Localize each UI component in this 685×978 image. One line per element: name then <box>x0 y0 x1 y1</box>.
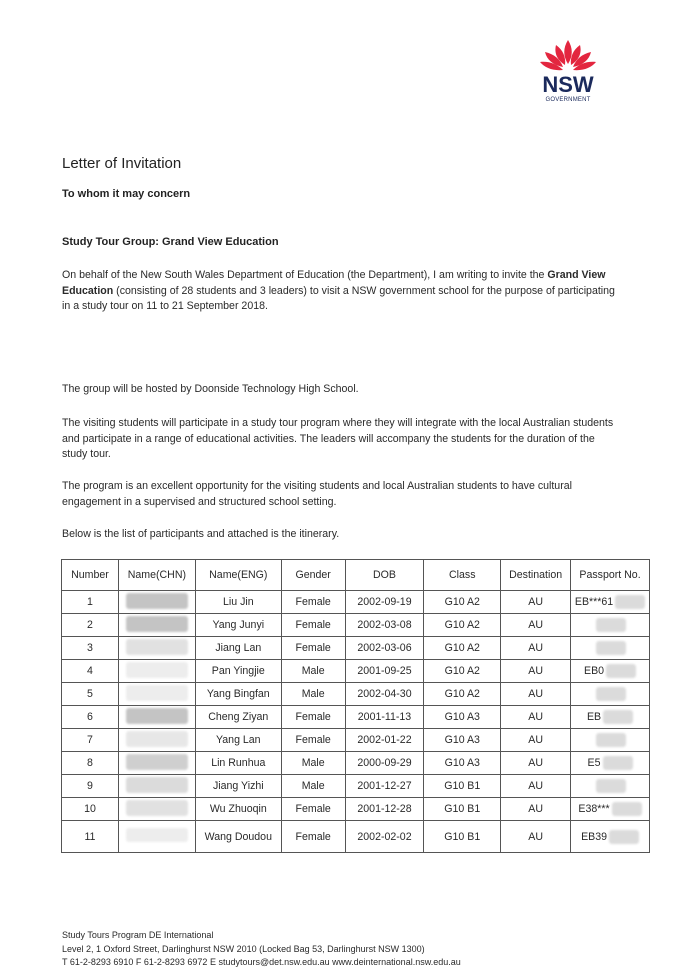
header-passport: Passport No. <box>571 560 650 591</box>
cell-text: G10 A2 <box>444 688 480 700</box>
cell-class <box>424 706 501 729</box>
cell-text: AU <box>528 830 543 843</box>
table-row <box>62 683 650 706</box>
cell-text: Lin Runhua <box>211 757 266 769</box>
cell-text: Female <box>295 734 331 746</box>
cell-passport <box>571 660 650 683</box>
cell-gender <box>281 591 345 614</box>
cell-name-chn <box>118 637 195 660</box>
footer-program: Study Tours Program DE International <box>62 930 214 940</box>
cell-text: Female <box>295 830 331 843</box>
cell-text: Jiang Lan <box>215 642 262 654</box>
cell-passport <box>571 798 650 821</box>
redacted-block <box>126 731 188 747</box>
cell-destination <box>501 798 571 821</box>
cell-text: Female <box>295 642 331 654</box>
paragraph-opportunity: The program is an excellent opportunity for the visiting students and local Australian students to have cultural engagement in a supervised and structured school setting. <box>62 480 572 508</box>
cell-text: AU <box>528 642 543 654</box>
redacted-block <box>603 710 633 724</box>
cell-text: 4 <box>87 665 93 677</box>
table-row <box>62 614 650 637</box>
cell-number <box>62 591 119 614</box>
cell-gender <box>281 706 345 729</box>
cell-name-eng <box>195 729 281 752</box>
cell-text: Male <box>301 688 325 700</box>
cell-passport <box>571 706 650 729</box>
header-name-chn: Name(CHN) <box>118 560 195 591</box>
cell-text: 9 <box>87 780 93 792</box>
cell-class <box>424 798 501 821</box>
cell-name-eng <box>195 591 281 614</box>
cell-text: E5 <box>587 756 601 769</box>
cell-text: Male <box>301 757 325 769</box>
table-row <box>62 637 650 660</box>
cell-class <box>424 614 501 637</box>
cell-text: G10 B1 <box>444 830 481 843</box>
cell-destination <box>501 706 571 729</box>
cell-name-chn <box>118 614 195 637</box>
cell-text: AU <box>528 757 543 769</box>
cell-name-chn <box>118 683 195 706</box>
cell-name-chn <box>118 752 195 775</box>
cell-text: Female <box>295 803 331 815</box>
cell-name-eng <box>195 706 281 729</box>
cell-passport <box>571 821 650 853</box>
cell-destination <box>501 683 571 706</box>
cell-text: 11 <box>84 830 96 843</box>
footer <box>62 929 461 970</box>
cell-class <box>424 821 501 853</box>
cell-text: 2002-04-30 <box>357 688 412 700</box>
cell-text: Yang Bingfan <box>206 688 270 700</box>
cell-name-chn <box>118 775 195 798</box>
cell-gender <box>281 614 345 637</box>
logo-government-text: GOVERNMENT <box>545 97 591 103</box>
cell-number <box>62 775 119 798</box>
cell-text: 2002-01-22 <box>357 734 412 746</box>
header-name-eng: Name(ENG) <box>195 560 281 591</box>
redacted-block <box>126 828 188 842</box>
redacted-block <box>126 593 188 609</box>
cell-name-eng <box>195 752 281 775</box>
nsw-government-logo <box>536 38 600 108</box>
cell-number <box>62 706 119 729</box>
redacted-block <box>596 687 626 701</box>
cell-dob <box>345 706 424 729</box>
redacted-block <box>126 639 188 655</box>
paragraph-invitation-start: On behalf of the New South Wales Department of Education (the Department), I am writing to invite the <box>62 269 548 281</box>
cell-text: Wu Zhuoqin <box>209 803 267 815</box>
cell-text: EB <box>586 710 602 723</box>
cell-gender <box>281 775 345 798</box>
cell-text: 2001-11-13 <box>357 711 412 723</box>
cell-destination <box>501 752 571 775</box>
cell-passport <box>571 775 650 798</box>
cell-destination <box>501 637 571 660</box>
cell-name-eng <box>195 798 281 821</box>
redacted-block <box>596 779 626 793</box>
cell-text: 2002-03-06 <box>357 642 412 654</box>
cell-gender <box>281 683 345 706</box>
footer-address: Level 2, 1 Oxford Street, Darlinghurst NSW 2010 (Locked Bag 53, Darlinghurst NSW 1300) <box>62 943 425 954</box>
cell-text: AU <box>528 665 543 677</box>
cell-text: 2002-03-08 <box>357 619 412 631</box>
redacted-block <box>603 756 633 770</box>
cell-gender <box>281 660 345 683</box>
redacted-block <box>609 830 639 844</box>
cell-gender <box>281 752 345 775</box>
cell-text: AU <box>528 619 543 631</box>
cell-text: 10 <box>84 803 96 815</box>
cell-text: G10 B1 <box>444 803 481 815</box>
cell-dob <box>345 591 424 614</box>
cell-gender <box>281 798 345 821</box>
cell-destination <box>501 591 571 614</box>
study-tour-group: Study Tour Group: Grand View Education <box>62 236 279 248</box>
cell-dob <box>345 775 424 798</box>
cell-text: 7 <box>87 734 93 746</box>
cell-class <box>424 660 501 683</box>
cell-text: G10 A3 <box>444 734 480 746</box>
cell-number <box>62 729 119 752</box>
cell-text: Yang Lan <box>216 734 261 746</box>
letter-title: Letter of Invitation <box>62 155 182 172</box>
cell-text: G10 A2 <box>444 619 480 631</box>
cell-text: AU <box>528 596 543 608</box>
cell-number <box>62 821 119 853</box>
table-header-row <box>62 560 650 591</box>
cell-name-eng <box>195 821 281 853</box>
cell-dob <box>345 729 424 752</box>
cell-text: AU <box>528 688 543 700</box>
redacted-block <box>596 618 626 632</box>
cell-passport <box>571 752 650 775</box>
cell-name-eng <box>195 775 281 798</box>
salutation: To whom it may concern <box>62 188 191 200</box>
cell-passport <box>571 683 650 706</box>
redacted-block <box>126 754 188 770</box>
cell-passport <box>571 729 650 752</box>
cell-text: G10 A2 <box>444 596 480 608</box>
cell-name-chn <box>118 591 195 614</box>
cell-text: 1 <box>87 596 93 608</box>
cell-text: AU <box>528 803 543 815</box>
cell-class <box>424 683 501 706</box>
cell-text: Female <box>295 711 331 723</box>
redacted-block <box>596 733 626 747</box>
header-class: Class <box>424 560 501 591</box>
cell-text: AU <box>528 734 543 746</box>
cell-dob <box>345 637 424 660</box>
cell-number <box>62 798 119 821</box>
cell-name-chn <box>118 729 195 752</box>
cell-name-chn <box>118 660 195 683</box>
cell-class <box>424 775 501 798</box>
cell-text: 2 <box>87 619 93 631</box>
cell-number <box>62 752 119 775</box>
header-number: Number <box>62 560 119 591</box>
header-gender: Gender <box>281 560 345 591</box>
cell-name-eng <box>195 683 281 706</box>
paragraph-invitation-end: (consisting of 28 students and 3 leaders) to visit a NSW government school for the purpose of participating in a study tour on 11 to 21 September 2018. <box>62 284 615 312</box>
cell-destination <box>501 821 571 853</box>
header-dob: DOB <box>345 560 424 591</box>
cell-text: 2000-09-29 <box>357 757 412 769</box>
cell-dob <box>345 752 424 775</box>
cell-gender <box>281 729 345 752</box>
cell-gender <box>281 637 345 660</box>
footer-contact: T 61-2-8293 6910 F 61-2-8293 6972 E studytours@det.nsw.edu.au www.deinternational.nsw.edu.au <box>62 957 461 967</box>
cell-passport <box>571 614 650 637</box>
cell-text: G10 A2 <box>444 642 480 654</box>
cell-number <box>62 637 119 660</box>
cell-text: G10 B1 <box>444 780 481 792</box>
redacted-block <box>612 802 642 816</box>
cell-text: AU <box>528 780 543 792</box>
cell-class <box>424 752 501 775</box>
redacted-block <box>126 800 188 816</box>
cell-class <box>424 729 501 752</box>
cell-name-eng <box>195 660 281 683</box>
cell-text: 2002-02-02 <box>357 830 412 843</box>
cell-text: Yang Junyi <box>212 619 265 631</box>
table-row <box>62 591 650 614</box>
table-row <box>62 706 650 729</box>
cell-text: Wang Doudou <box>204 830 272 843</box>
participants-table <box>61 559 650 853</box>
cell-number <box>62 683 119 706</box>
cell-passport <box>571 591 650 614</box>
redacted-block <box>606 664 636 678</box>
table-row <box>62 821 650 853</box>
cell-text: 3 <box>87 642 93 654</box>
cell-number <box>62 614 119 637</box>
redacted-block <box>126 708 188 724</box>
cell-text: 2001-09-25 <box>357 665 412 677</box>
cell-destination <box>501 614 571 637</box>
table-row <box>62 775 650 798</box>
cell-dob <box>345 821 424 853</box>
cell-text: Male <box>301 780 325 792</box>
cell-text: Female <box>295 619 331 631</box>
cell-text: G10 A2 <box>444 665 480 677</box>
cell-text: 6 <box>87 711 93 723</box>
group-name-bold: Grand View Education <box>62 269 606 297</box>
cell-name-chn <box>118 798 195 821</box>
cell-name-chn <box>118 706 195 729</box>
cell-text: Pan Yingjie <box>211 665 265 677</box>
redacted-block <box>615 595 645 609</box>
waratah-icon <box>536 38 600 74</box>
header-destination: Destination <box>501 560 571 591</box>
paragraph-invitation <box>62 268 622 315</box>
cell-dob <box>345 660 424 683</box>
cell-passport <box>571 637 650 660</box>
cell-name-eng <box>195 614 281 637</box>
cell-text: EB39 <box>581 830 607 843</box>
cell-text: G10 A3 <box>444 711 480 723</box>
table-row <box>62 798 650 821</box>
cell-text: EB0 <box>584 664 605 677</box>
cell-text: Jiang Yizhi <box>212 780 264 792</box>
paragraph-program: The visiting students will participate in a study tour program where they will integrate with the local Australian students and participate in a range of educational activities. The leaders will accompany the students for the duration of the study tour. <box>62 417 614 460</box>
cell-text: Male <box>301 665 325 677</box>
cell-class <box>424 591 501 614</box>
cell-text: AU <box>528 711 543 723</box>
cell-gender <box>281 821 345 853</box>
cell-destination <box>501 775 571 798</box>
redacted-block <box>126 662 188 678</box>
cell-text: E38*** <box>578 802 610 815</box>
cell-text: 2002-09-19 <box>357 596 412 608</box>
cell-text: Cheng Ziyan <box>208 711 269 723</box>
cell-name-eng <box>195 637 281 660</box>
cell-text: EB***61 <box>574 595 614 608</box>
paragraph-host: The group will be hosted by Doonside Technology High School. <box>62 383 359 395</box>
redacted-block <box>126 616 188 632</box>
cell-destination <box>501 660 571 683</box>
cell-text: G10 A3 <box>444 757 480 769</box>
redacted-block <box>126 777 188 793</box>
cell-name-chn <box>118 821 195 853</box>
table-row <box>62 660 650 683</box>
paragraph-participants-intro: Below is the list of participants and attached is the itinerary. <box>62 528 340 540</box>
cell-dob <box>345 683 424 706</box>
cell-text: 5 <box>87 688 93 700</box>
cell-text: Female <box>295 596 331 608</box>
redacted-block <box>596 641 626 655</box>
cell-number <box>62 660 119 683</box>
cell-text: 8 <box>87 757 93 769</box>
cell-class <box>424 637 501 660</box>
cell-dob <box>345 614 424 637</box>
cell-dob <box>345 798 424 821</box>
table-row <box>62 729 650 752</box>
table-row <box>62 752 650 775</box>
cell-text: Liu Jin <box>222 596 254 608</box>
logo-nsw-text: NSW <box>542 72 594 97</box>
cell-text: 2001-12-28 <box>357 803 412 815</box>
cell-text: 2001-12-27 <box>357 780 412 792</box>
cell-destination <box>501 729 571 752</box>
redacted-block <box>126 685 188 701</box>
